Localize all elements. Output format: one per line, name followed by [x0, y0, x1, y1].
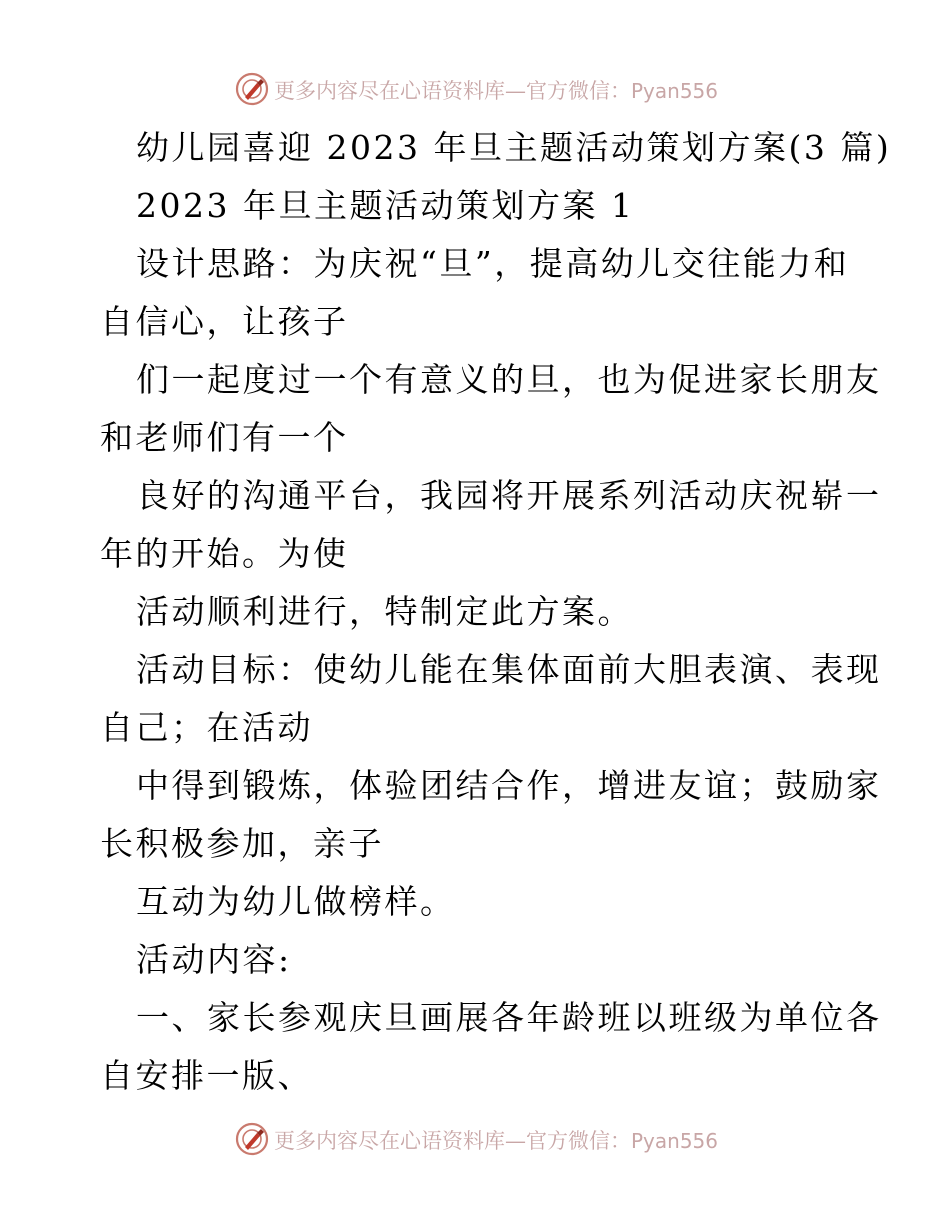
banner-account: Pyan556 — [631, 79, 719, 103]
paragraph-line: 们一起度过一个有意义的旦，也为促进家长朋友 — [136, 360, 882, 399]
paragraph-line: 自安排一版、 — [100, 1056, 313, 1095]
banner-text: 更多内容尽在心语资料库—官方微信：Pyan556 — [274, 1129, 719, 1153]
footer-banner — [0, 1120, 950, 1160]
paragraph-line: 自己；在活动 — [100, 708, 313, 747]
paragraph-line: 设计思路：为庆祝“旦”，提高幼儿交往能力和 — [136, 244, 850, 283]
paragraph-line: 活动顺利进行，特制定此方案。 — [136, 592, 633, 631]
paragraph-line: 活动目标：使幼儿能在集体面前大胆表演、表现 — [136, 650, 882, 689]
paragraph-line: 一、家长参观庆旦画展各年龄班以班级为单位各 — [136, 998, 882, 1037]
document-subtitle: 2023 年旦主题活动策划方案 1 — [136, 186, 635, 225]
banner-text: 更多内容尽在心语资料库—官方微信：Pyan556 — [274, 79, 719, 103]
paragraph-line: 自信心，让孩子 — [100, 302, 349, 341]
header-banner — [0, 70, 950, 110]
pen-logo-icon — [235, 1122, 269, 1156]
paragraph-line: 互动为幼儿做榜样。 — [136, 882, 456, 921]
banner-account: Pyan556 — [631, 1129, 719, 1153]
paragraph-line: 活动内容: — [136, 940, 292, 979]
paragraph-line: 良好的沟通平台，我园将开展系列活动庆祝崭一 — [136, 476, 882, 515]
paragraph-line: 中得到锻炼，体验团结合作，增进友谊；鼓励家 — [136, 766, 882, 805]
document-title: 幼儿园喜迎 2023 年旦主题活动策划方案(3 篇) — [136, 128, 892, 167]
paragraph-line: 年的开始。为使 — [100, 534, 349, 573]
paragraph-line: 长积极参加，亲子 — [100, 824, 384, 863]
paragraph-line: 和老师们有一个 — [100, 418, 349, 457]
pen-logo-icon — [235, 72, 269, 106]
